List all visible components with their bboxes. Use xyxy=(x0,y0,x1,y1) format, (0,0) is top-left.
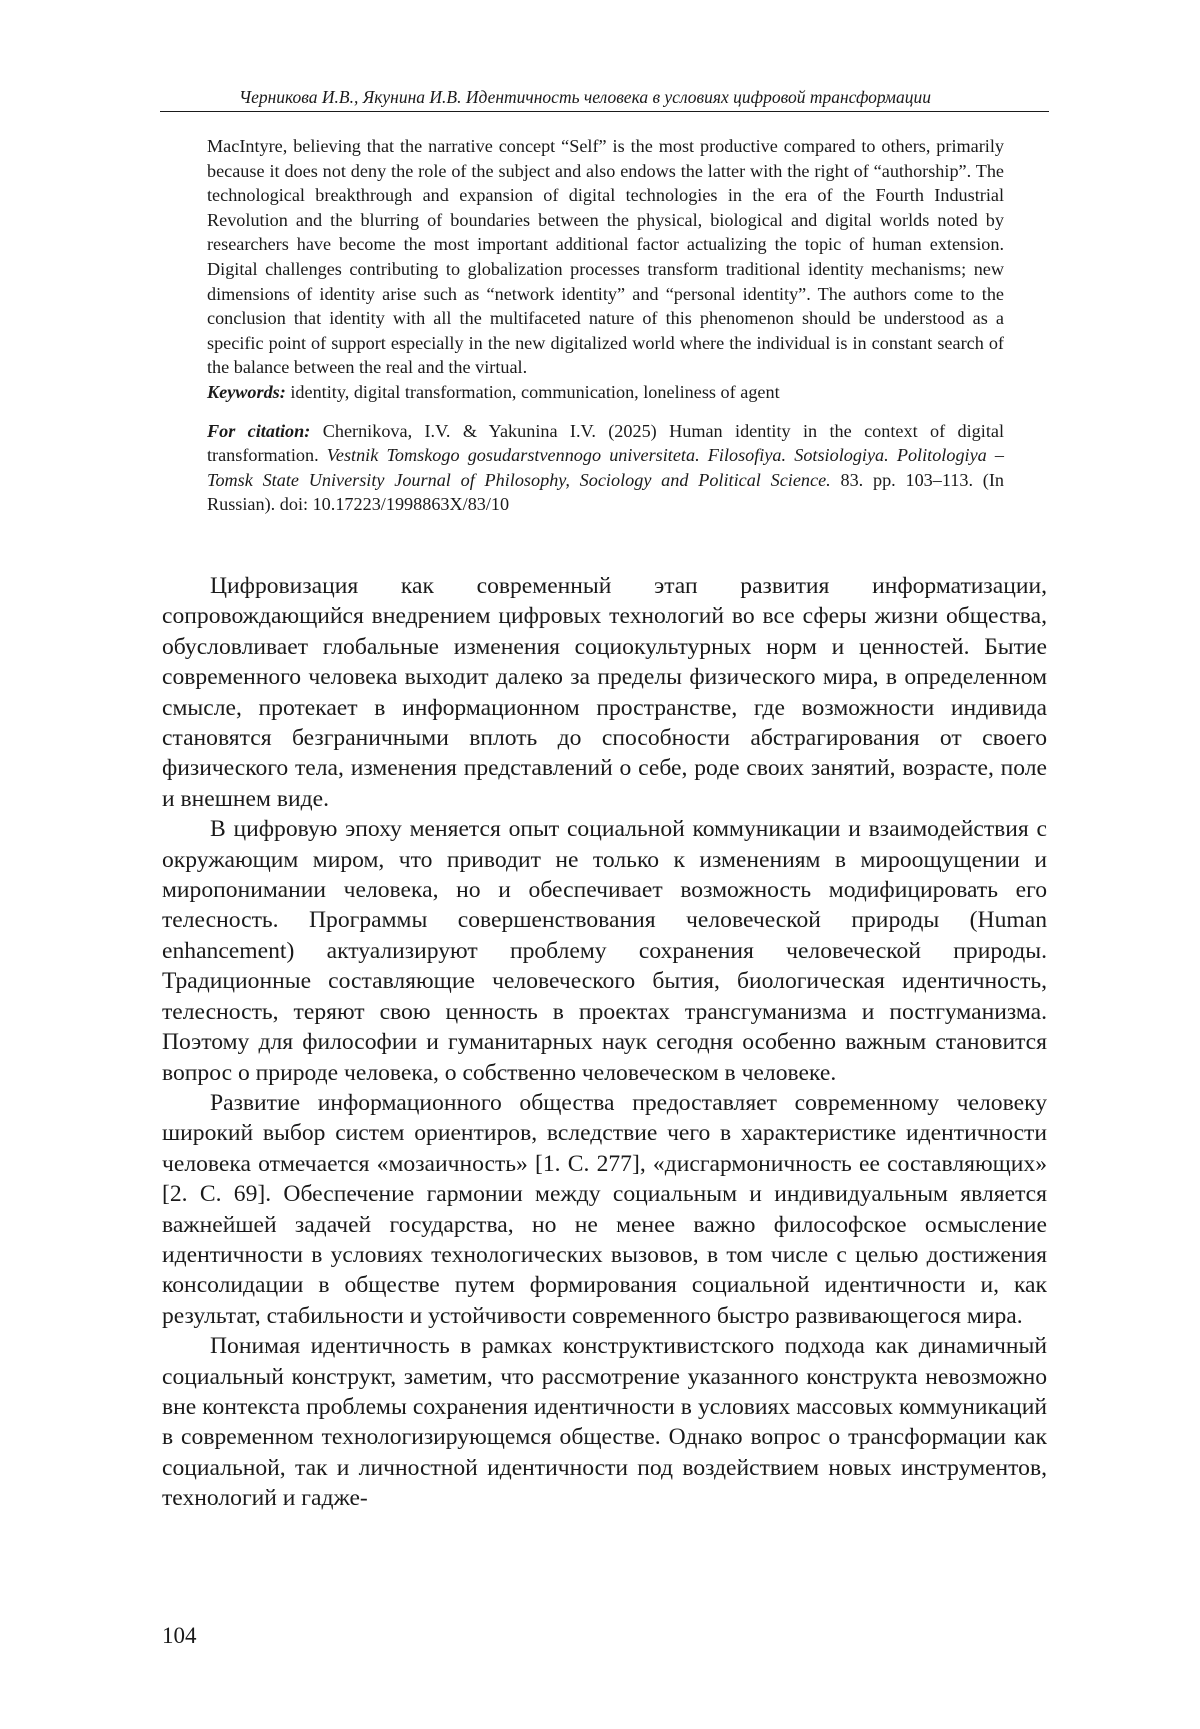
abstract-text: MacIntyre, believing that the narrative concept “Self” is the most productive compared to others, primarily because it does not deny the role of the subject and also endows the latter with the right of “authorship”. The technological breakthrough and expansion of digital technologies in the era of the Fourth Industrial Revolution and the blurring of boundaries between the physical, biological and digital worlds noted by researchers have become the most important additional factor actualizing the topic of human extension. Digital challenges contributing to globalization processes transform traditional identity mechanisms; new dimensions of identity arise such as “network identity” and “personal identity”. The authors come to the conclusion that identity with all the multifaceted nature of this phenomenon should be understood as a specific point of support especially in the new digitalized world where the individual is in constant search of the balance between the real and the virtual. xyxy=(207,136,1004,378)
citation-label: For citation: xyxy=(207,420,311,441)
page-number: 104 xyxy=(162,1623,197,1648)
body-paragraph-3: Развитие информационного общества предоставляет современному человеку широкий выбор систем ориентиров, вследствие чего в характеристике идентичности человека отмечается «мозаичность» [1. С. 277], «дисгармоничность ее составляющих» [2. С. 69]. Обеспечение гармонии между социальным и индивидуальным является важнейшей задачей государства, но не менее важно философское осмысление идентичности в условиях технологических вызовов, в том числе с целью достижения консолидации в обществе путем формирования социальной идентичности и, как результат, стабильности и устойчивости современного быстро развивающегося мира. xyxy=(162,1089,1047,1329)
citation-block xyxy=(207,419,1004,517)
running-head: Черникова И.В., Якунина И.В. Идентичность человека в условиях цифровой трансформации xyxy=(239,87,931,107)
abstract-block xyxy=(207,134,1004,517)
keywords-line xyxy=(207,380,1004,405)
body-paragraph-4: Понимая идентичность в рамках конструктивистского подхода как динамичный социальный конструкт, заметим, что рассмотрение указанного конструкта невозможно вне контекста проблемы сохранения идентичности в условиях массовых коммуникаций в современном технологизирующемся обществе. Однако вопрос о трансформации как социальной, так и личностной идентичности под воздействием новых инструментов, технологий и гадже- xyxy=(162,1333,1047,1512)
citation-journal: Vestnik Tomskogo gosudarstvennogo universiteta. Filosofiya. Sotsiologiya. Politologiya – Tomsk State University Journal of Philosophy, Sociology and Political Science. xyxy=(207,445,1005,490)
body-paragraph-2: В цифровую эпоху меняется опыт социальной коммуникации и взаимодействия с окружающим миром, что приводит не только к изменениям в мироощущении и миропонимании человека, но и обеспечивает возможность модифицировать его телесность. Программы совершенствования человеческой природы (Human enhancement) актуализируют проблему сохранения человеческой природы. Традиционные составляющие человеческого бытия, биологическая идентичность, телесность, теряют свою ценность в проектах трансгуманизма и постгуманизма. Поэтому для философии и гуманитарных наук сегодня особенно важным становится вопрос о природе человека, о собственно человеческом в человеке. xyxy=(162,816,1047,1086)
keywords-text: identity, digital transformation, communication, loneliness of agent xyxy=(290,381,780,402)
body-paragraph-1: Цифровизация как современный этап развития информатизации, сопровождающийся внедрением цифровых технологий во все сферы жизни общества, обусловливает глобальные изменения социокультурных норм и ценностей. Бытие современного человека выходит далеко за пределы физического мира, в определенном смысле, протекает в информационном пространстве, где возможности индивида становятся безграничными вплоть до способности абстрагирования от своего физического тела, изменения представлений о себе, роде своих занятий, возрасте, поле и внешнем виде. xyxy=(162,573,1047,812)
keywords-label: Keywords: xyxy=(207,381,286,402)
main-text xyxy=(162,571,1047,1514)
citation-details: 83. pp. 103–113. (In Russian). doi: 10.17223/1998863X/83/10 xyxy=(207,469,1004,515)
header-rule xyxy=(160,111,1049,112)
citation-authors: Chernikova, I.V. & Yakunina I.V. (2025) Human identity in the context of digital transformation. xyxy=(207,420,1004,466)
